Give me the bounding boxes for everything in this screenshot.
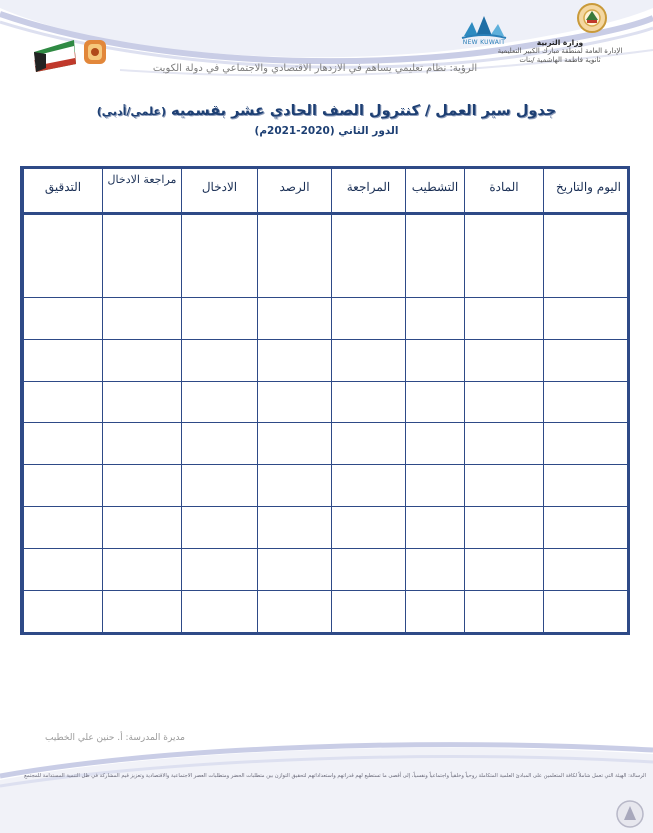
table-cell (258, 297, 332, 339)
table-cell (465, 214, 544, 298)
table-cell (103, 549, 182, 591)
table-row (24, 507, 628, 549)
table-cell (406, 591, 465, 633)
table-row (24, 423, 628, 465)
table-cell (332, 465, 406, 507)
ministry-emblem-icon (572, 2, 612, 36)
table-cell (258, 381, 332, 423)
table-cell (103, 339, 182, 381)
table-cell (24, 423, 103, 465)
table-cell (544, 549, 628, 591)
table-cell (103, 507, 182, 549)
table-cell (465, 507, 544, 549)
table-cell (24, 591, 103, 633)
table-cell (544, 339, 628, 381)
school-logo-icon (26, 32, 116, 80)
table-cell (182, 214, 258, 298)
table-cell (465, 591, 544, 633)
table-cell (258, 549, 332, 591)
table-cell (332, 507, 406, 549)
table-cell (544, 507, 628, 549)
table-body (24, 214, 628, 633)
table-cell (24, 465, 103, 507)
table-cell (182, 423, 258, 465)
table-cell (465, 423, 544, 465)
title-sections: (علمي/أدبي) (96, 105, 166, 118)
new-kuwait-label: NEW KUWAIT (462, 39, 506, 46)
page-subtitle: الدور الثاني (2020-2021م) (254, 125, 399, 137)
page-title (0, 103, 653, 119)
table-cell (544, 297, 628, 339)
table-cell (406, 507, 465, 549)
table-row (24, 381, 628, 423)
table-row (24, 591, 628, 633)
table-cell (406, 214, 465, 298)
table-cell (182, 297, 258, 339)
table-cell (258, 339, 332, 381)
column-header: الرصد (258, 169, 332, 214)
table-cell (332, 423, 406, 465)
table-cell (406, 549, 465, 591)
table-cell (24, 297, 103, 339)
district-name: الإدارة العامة لمنطقة مبارك الكبير التعليمية (497, 47, 623, 55)
table-cell (332, 591, 406, 633)
table-cell (182, 381, 258, 423)
table-cell (24, 214, 103, 298)
table-cell (332, 381, 406, 423)
table-row (24, 465, 628, 507)
table-cell (103, 423, 182, 465)
table-cell (544, 423, 628, 465)
school-name: ثانوية فاطمة الهاشمية /بنات (519, 56, 601, 64)
table-cell (406, 297, 465, 339)
table-cell (258, 591, 332, 633)
table-cell (465, 465, 544, 507)
column-header: اليوم والتاريخ (544, 169, 628, 214)
table-cell (24, 381, 103, 423)
footer-mission-text: الرسالة: الهيئة التي تعمل شاملاً لكافة المتعلمين على المبادئ العلمية المتكاملة روحياً وخلقياً واجتماعياً ونفسياً، إلى أقصى ما تستطيع لهم قدراتهم واستعداداتهم لتحقيق التوازن بين متطلبات الحضر ومتطلبات العصر الاجتماعية والاقتصادية وتعزيز قيم المشاركة في ظل التنمية المستدامة للمجتمع (24, 773, 646, 779)
column-header: التدقيق (24, 169, 103, 214)
workflow-table-frame (20, 166, 630, 635)
table-cell (182, 339, 258, 381)
table-cell (258, 465, 332, 507)
corner-emblem-icon (614, 798, 646, 830)
table-cell (544, 214, 628, 298)
table-cell (103, 297, 182, 339)
table-header-row (24, 169, 628, 214)
table-cell (182, 549, 258, 591)
table-cell (406, 423, 465, 465)
table-cell (544, 465, 628, 507)
table-cell (544, 381, 628, 423)
table-cell (406, 381, 465, 423)
table-cell (406, 465, 465, 507)
table-cell (182, 507, 258, 549)
table-cell (103, 591, 182, 633)
table-cell (332, 214, 406, 298)
table-cell (24, 507, 103, 549)
table-cell (332, 549, 406, 591)
table-cell (465, 339, 544, 381)
table-cell (258, 423, 332, 465)
table-cell (24, 549, 103, 591)
table-cell (182, 591, 258, 633)
column-header: المراجعة (332, 169, 406, 214)
table-cell (24, 339, 103, 381)
table-cell (332, 297, 406, 339)
column-header: مراجعة الادخال (103, 169, 182, 214)
table-cell (258, 214, 332, 298)
table-row (24, 339, 628, 381)
table-cell (406, 339, 465, 381)
table-cell (465, 297, 544, 339)
table-cell (103, 465, 182, 507)
column-header: المادة (465, 169, 544, 214)
column-header: التشطيب (406, 169, 465, 214)
ministry-name: وزارة التربية (536, 38, 584, 47)
column-header: الادخال (182, 169, 258, 214)
table-cell (465, 549, 544, 591)
table-cell (332, 339, 406, 381)
table-row (24, 549, 628, 591)
table-cell (103, 214, 182, 298)
workflow-table (23, 168, 628, 633)
table-cell (182, 465, 258, 507)
footer-swoosh-decoration (0, 740, 653, 833)
vision-statement: الرؤية: نظام تعليمي يساهم في الازدهار الاقتصادي والاجتماعي في دولة الكويت (152, 63, 478, 74)
title-main: جدول سير العمل / كنترول الصف الحادي عشر بقسميه (171, 103, 557, 119)
principal-signature: مديرة المدرسة: أ. حنين علي الخطيب (45, 733, 185, 743)
table-row (24, 214, 628, 298)
table-cell (544, 591, 628, 633)
table-cell (465, 381, 544, 423)
table-cell (103, 381, 182, 423)
table-cell (258, 507, 332, 549)
table-row (24, 297, 628, 339)
